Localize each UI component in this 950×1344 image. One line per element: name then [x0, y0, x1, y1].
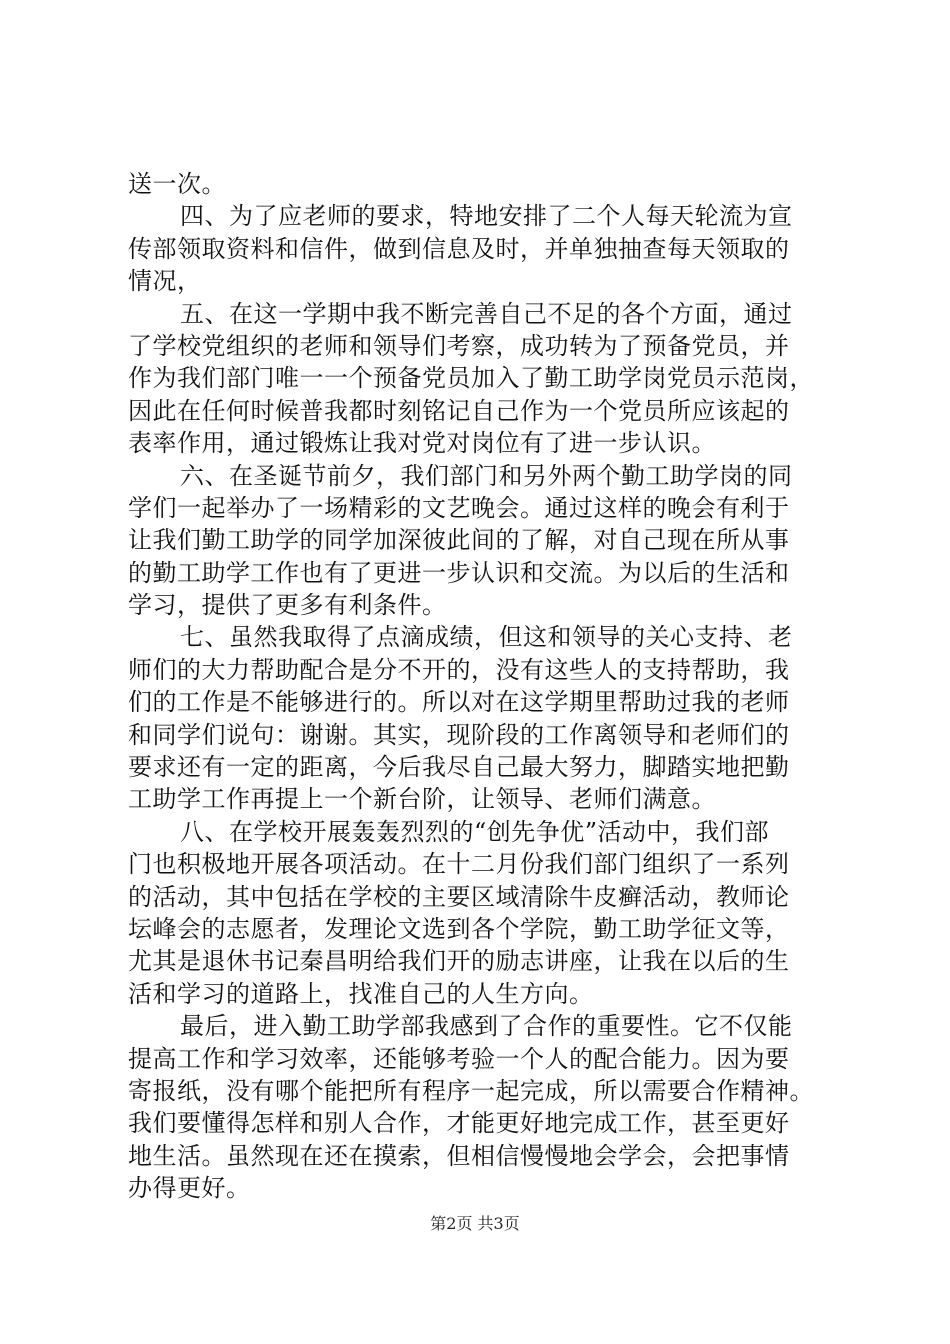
- paragraph-line: 因此在任何时候普我都时刻铭记自己作为一个党员所应该起的: [128, 396, 790, 425]
- page-number-footer: 第2页 共3页: [430, 1214, 520, 1233]
- paragraph-line: 坛峰会的志愿者，发理论文选到各个学院，勤工助学征文等，: [128, 914, 790, 943]
- paragraph-line: 的活动，其中包括在学校的主要区域清除牛皮癣活动，教师论: [128, 882, 790, 911]
- paragraph-first-line: 六、在圣诞节前夕，我们部门和另外两个勤工助学岗的同: [180, 461, 793, 490]
- paragraph-line: 提高工作和学习效率，还能够考验一个人的配合能力。因为要: [128, 1044, 790, 1073]
- paragraph-line: 尤其是退休书记秦昌明给我们开的励志讲座，让我在以后的生: [128, 947, 790, 976]
- paragraph-line: 让我们勤工助学的同学加深彼此间的了解，对自己现在所从事: [128, 526, 790, 555]
- paragraph-first-line: 最后，进入勤工助学部我感到了合作的重要性。它不仅能: [180, 1012, 793, 1041]
- paragraph-first-line: 七、虽然我取得了点滴成绩，但这和领导的关心支持、老: [180, 623, 793, 652]
- paragraph-line: 我们要懂得怎样和别人合作，才能更好地完成工作，甚至更好: [128, 1109, 790, 1138]
- paragraph-line: 要求还有一定的距离，今后我尽自己最大努力，脚踏实地把勤: [128, 753, 790, 782]
- document-body: [128, 168, 828, 1205]
- paragraph-line: 办得更好。: [128, 1174, 251, 1203]
- paragraph-first-line: 八、在学校开展轰轰烈烈的“创先争优”活动中，我们部: [180, 817, 770, 846]
- paragraph-line: 的勤工助学工作也有了更进一步认识和交流。为以后的生活和: [128, 558, 790, 587]
- paragraph-line: 地生活。虽然现在还在摸索，但相信慢慢地会学会，会把事情: [128, 1141, 790, 1170]
- paragraph-line: 工助学工作再提上一个新台阶，让领导、老师们满意。: [128, 785, 716, 814]
- paragraph-first-line: 四、为了应老师的要求，特地安排了二个人每天轮流为宣: [180, 202, 793, 231]
- paragraph-line: 寄报纸，没有哪个能把所有程序一起完成，所以需要合作精神。: [128, 1076, 814, 1105]
- paragraph-line: 作为我们部门唯一一个预备党员加入了勤工助学岗党员示范岗，: [128, 364, 814, 393]
- paragraph-first-line: 五、在这一学期中我不断完善自己不足的各个方面，通过: [180, 299, 793, 328]
- paragraph-line: 送一次。: [128, 170, 226, 198]
- paragraph-line: 活和学习的道路上，找准自己的人生方向。: [128, 979, 594, 1008]
- paragraph-line: 们的工作是不能够进行的。所以对在这学期里帮助过我的老师: [128, 688, 790, 717]
- paragraph-line: 传部领取资料和信件，做到信息及时，并单独抽查每天领取的: [128, 234, 790, 263]
- paragraph-line: 师们的大力帮助配合是分不开的，没有这些人的支持帮助，我: [128, 655, 790, 684]
- paragraph-line: 了学校党组织的老师和领导们考察，成功转为了预备党员，并: [128, 331, 790, 360]
- paragraph-line: 学们一起举办了一场精彩的文艺晚会。通过这样的晚会有利于: [128, 493, 790, 522]
- paragraph-line: 表率作用，通过锻炼让我对党对岗位有了进一步认识。: [128, 429, 716, 458]
- paragraph-line: 学习，提供了更多有利条件。: [128, 591, 447, 620]
- paragraph-line: 和同学们说句：谢谢。其实，现阶段的工作离领导和老师们的: [128, 720, 790, 749]
- paragraph-line: 门也积极地开展各项活动。在十二月份我们部门组织了一系列: [128, 850, 790, 879]
- paragraph-line: 情况，: [128, 267, 202, 296]
